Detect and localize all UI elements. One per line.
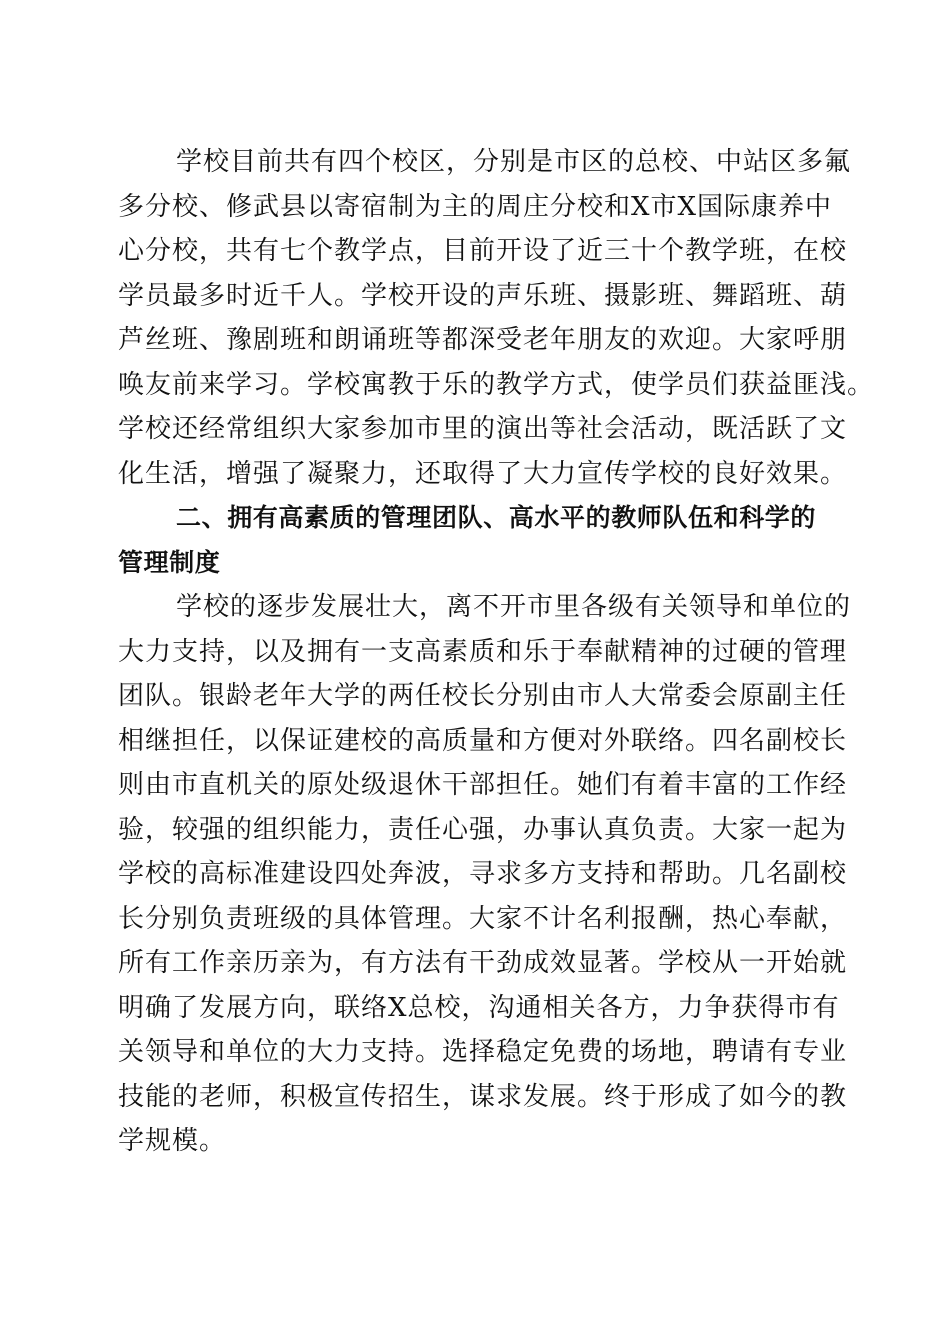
document-body: [118, 140, 875, 1164]
text-line: 学校的高标准建设四处奔波，寻求多方支持和帮助。几名副校: [118, 859, 848, 889]
text-line: 学校还经常组织大家参加市里的演出等社会活动，既活跃了文: [118, 414, 848, 444]
text-line: 大力支持，以及拥有一支高素质和乐于奉献精神的过硬的管理: [118, 636, 848, 667]
text-line: 多分校、修武县以寄宿制为主的周庄分校和X市X国际康养中: [118, 191, 833, 222]
text-line: 验，较强的组织能力，责任心强，办事认真负责。大家一起为: [118, 814, 848, 845]
text-line: 心分校，共有七个教学点，目前开设了近三十个教学班，在校: [118, 236, 848, 266]
text-line: 学员最多时近千人。学校开设的声乐班、摄影班、舞蹈班、葫: [118, 280, 848, 311]
text-line: 芦丝班、豫剧班和朗诵班等都深受老年朋友的欢迎。大家呼朋: [118, 325, 848, 355]
heading-line: 二、拥有高素质的管理团队、高水平的教师队伍和科学的: [176, 503, 817, 532]
section-heading: [118, 496, 830, 585]
text-line: 关领导和单位的大力支持。选择稳定免费的场地，聘请有专业: [118, 1037, 848, 1067]
text-line: 技能的老师，积极宣传招生，谋求发展。终于形成了如今的教: [118, 1081, 848, 1112]
text-line: 所有工作亲历亲为，有方法有干劲成效显著。学校从一开始就: [118, 948, 848, 978]
heading-line: 管理制度: [118, 547, 221, 577]
text-line: 学规模。: [118, 1126, 227, 1156]
text-line: 唤友前来学习。学校寓教于乐的教学方式，使学员们获益匪浅。: [118, 369, 875, 400]
text-line: 相继担任，以保证建校的高质量和方便对外联络。四名副校长: [118, 725, 848, 756]
text-line: 化生活，增强了凝聚力，还取得了大力宣传学校的良好效果。: [118, 458, 848, 489]
text-line: 明确了发展方向，联络X总校，沟通相关各方，力争获得市有: [118, 992, 840, 1023]
text-line: 则由市直机关的原处级退休干部担任。她们有着丰富的工作经: [118, 770, 848, 800]
text-line: 长分别负责班级的具体管理。大家不计名利报酬，热心奉献，: [118, 903, 848, 934]
text-line: 学校的逐步发展壮大，离不开市里各级有关领导和单位的: [176, 592, 852, 622]
paragraph-campuses: [118, 140, 875, 496]
paragraph-management: [118, 585, 852, 1164]
text-line: 学校目前共有四个校区，分别是市区的总校、中站区多氟: [176, 147, 852, 177]
text-line: 团队。银龄老年大学的两任校长分别由市人大常委会原副主任: [118, 681, 848, 711]
